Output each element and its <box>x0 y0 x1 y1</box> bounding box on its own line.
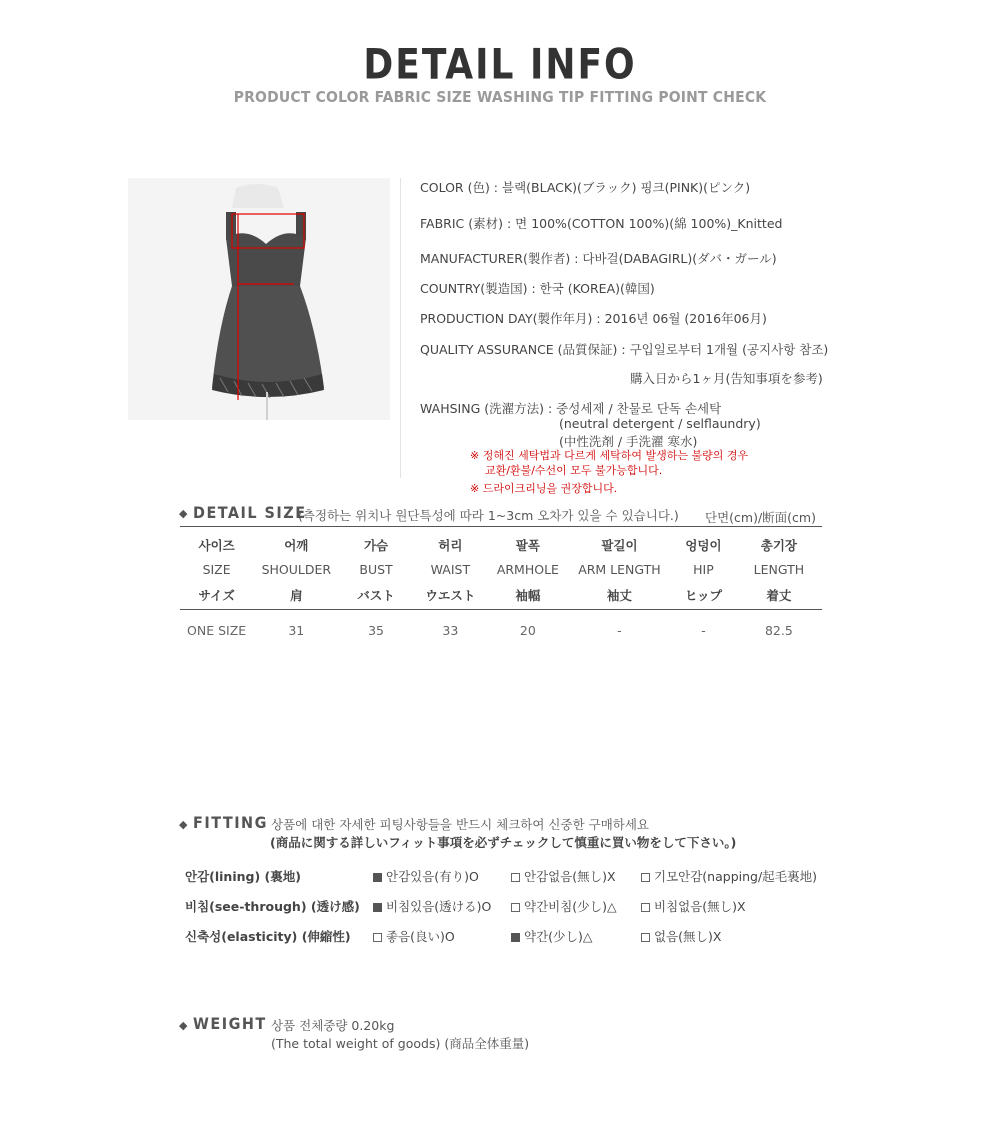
checkbox-checked-icon <box>511 933 520 942</box>
info-production-day: PRODUCTION DAY(製作年月) : 2016년 06월 (2016年06月) <box>420 311 767 326</box>
see-through-option-no[interactable] <box>641 897 746 915</box>
table-row <box>180 610 822 651</box>
checkbox-icon <box>641 873 650 882</box>
col-length-en: LENGTH <box>753 561 805 577</box>
col-bust-en: BUST <box>359 561 393 577</box>
option-label: 좋음(良い)O <box>386 929 455 944</box>
diamond-bullet-icon: ◆ <box>179 818 188 831</box>
col-size-jp: サイズ <box>180 581 253 610</box>
info-washing: WAHSING (洗濯方法) : 중성세제 / 찬물로 단독 손세탁 <box>420 401 722 416</box>
diamond-bullet-icon: ◆ <box>179 507 188 520</box>
elasticity-option-none[interactable] <box>641 927 721 945</box>
col-arm-length-kr: 팔길이 <box>601 538 638 553</box>
col-arm-length-en: ARM LENGTH <box>578 561 661 577</box>
col-armhole-jp: 袖幅 <box>488 581 568 610</box>
col-hip-kr: 엉덩이 <box>685 538 722 553</box>
waist-value: 33 <box>442 622 459 638</box>
see-through-option-slight[interactable] <box>511 897 617 915</box>
col-hip-jp: ヒップ <box>671 581 736 610</box>
size-value: ONE SIZE <box>187 622 247 638</box>
lining-option-napping[interactable] <box>641 867 817 885</box>
col-waist-jp: ウエスト <box>413 581 488 610</box>
fitting-heading: FITTING <box>193 813 268 832</box>
col-length-jp: 着丈 <box>736 581 822 610</box>
col-length-kr: 총기장 <box>760 538 797 553</box>
size-table-header-kr <box>180 527 822 557</box>
elasticity-label: 신축성(elasticity) (伸縮性) <box>185 929 351 944</box>
armhole-value: 20 <box>519 622 536 638</box>
arm-length-value: - <box>617 622 622 638</box>
see-through-label: 비침(see-through) (透け感) <box>185 899 360 914</box>
info-washing-en: (neutral detergent / selflaundry) <box>559 416 761 431</box>
option-label: 안감없음(無し)X <box>524 869 616 884</box>
bust-value: 35 <box>368 622 384 638</box>
checkbox-checked-icon <box>373 903 382 912</box>
info-color: COLOR (色) : 블랙(BLACK)(ブラック) 핑크(PINK)(ピンク) <box>420 180 751 195</box>
see-through-option-yes[interactable] <box>373 897 491 915</box>
col-armhole-kr: 팔폭 <box>515 538 540 553</box>
checkbox-icon <box>511 903 520 912</box>
product-photo <box>128 178 390 420</box>
lining-option-no[interactable] <box>511 867 616 885</box>
checkbox-icon <box>373 933 382 942</box>
option-label: 안감있음(有り)O <box>386 869 479 884</box>
detail-size-heading: DETAIL SIZE <box>193 503 307 522</box>
length-value: 82.5 <box>764 622 793 638</box>
dress-illustration <box>128 178 390 420</box>
fitting-row-lining <box>185 867 301 885</box>
size-table <box>180 527 822 650</box>
info-manufacturer: MANUFACTURER(製作者) : 다바걸(DABAGIRL)(ダバ・ガール) <box>420 251 777 266</box>
fitting-note: 상품에 대한 자세한 피팅사항들을 반드시 체크하여 신중한 구매하세요 <box>271 817 649 832</box>
elasticity-option-slight[interactable] <box>511 927 593 945</box>
col-waist-kr: 허리 <box>438 538 463 553</box>
detail-size-note: (측정하는 위치나 원단특성에 따라 1~3cm 오차가 있을 수 있습니다.) <box>298 508 679 523</box>
page-title: DETAIL INFO <box>363 40 637 90</box>
elasticity-option-good[interactable] <box>373 927 455 945</box>
lining-label: 안감(lining) (裏地) <box>185 869 301 884</box>
info-country: COUNTRY(製造国) : 한국 (KOREA)(韓国) <box>420 281 655 296</box>
fitting-row-elasticity <box>185 927 351 945</box>
info-fabric: FABRIC (素材) : 면 100%(COTTON 100%)(綿 100%)_Knitted <box>420 216 783 231</box>
washing-warning-1: ※ 정해진 세탁법과 다르게 세탁하여 발생하는 불량의 경우 <box>470 449 749 462</box>
detail-size-unit: 단면(cm)/断面(cm) <box>705 510 816 525</box>
checkbox-icon <box>641 903 650 912</box>
col-size-kr: 사이즈 <box>198 538 235 553</box>
col-shoulder-jp: 肩 <box>253 581 339 610</box>
info-quality-assurance: QUALITY ASSURANCE (品質保証) : 구입일로부터 1개월 (공지사항 참조) <box>420 342 829 357</box>
option-label: 기모안감(napping/起毛裏地) <box>654 869 818 884</box>
hip-value: - <box>701 622 706 638</box>
col-shoulder-kr: 어깨 <box>284 538 309 553</box>
checkbox-checked-icon <box>373 873 382 882</box>
washing-warning-3: ※ 드라이크리닝을 권장합니다. <box>470 482 618 495</box>
weight-note: (The total weight of goods) (商品全体重量) <box>271 1036 530 1051</box>
col-waist-en: WAIST <box>430 561 471 577</box>
washing-warning-2: 교환/환불/수선이 모두 불가능합니다. <box>485 464 663 477</box>
weight-value: 상품 전체중량 0.20kg <box>271 1018 395 1033</box>
lining-option-yes[interactable] <box>373 867 479 885</box>
divider-line <box>400 178 401 478</box>
col-arm-length-jp: 袖丈 <box>568 581 671 610</box>
info-washing-jp: (中性洗剤 / 手洗濯 寒水) <box>559 434 698 449</box>
col-size-en: SIZE <box>202 561 231 577</box>
col-bust-kr: 가슴 <box>363 538 389 553</box>
col-shoulder-en: SHOULDER <box>261 561 332 577</box>
page-subtitle: PRODUCT COLOR FABRIC SIZE WASHING TIP FITTING POINT CHECK <box>233 88 767 106</box>
option-label: 약간비침(少し)△ <box>524 899 617 914</box>
col-hip-en: HIP <box>693 561 714 577</box>
weight-heading: WEIGHT <box>193 1014 267 1033</box>
checkbox-icon <box>511 873 520 882</box>
fitting-row-see-through <box>185 897 360 915</box>
shoulder-value: 31 <box>288 622 305 638</box>
option-label: 약간(少し)△ <box>524 929 593 944</box>
diamond-bullet-icon: ◆ <box>179 1019 188 1032</box>
option-label: 없음(無し)X <box>654 929 722 944</box>
fitting-note-jp: (商品に関する詳しいフィット事項を必ずチェックして慎重に買い物をして下さい。) <box>270 835 737 850</box>
checkbox-icon <box>641 933 650 942</box>
option-label: 비침있음(透ける)O <box>386 899 492 914</box>
info-quality-assurance-jp: 購入日から1ヶ月(告知事項を参考) <box>630 371 823 386</box>
option-label: 비침없음(無し)X <box>654 899 746 914</box>
size-table-header-en <box>180 557 822 581</box>
col-armhole-en: ARMHOLE <box>496 561 559 577</box>
size-table-header-jp <box>180 581 822 610</box>
col-bust-jp: バスト <box>339 581 412 610</box>
